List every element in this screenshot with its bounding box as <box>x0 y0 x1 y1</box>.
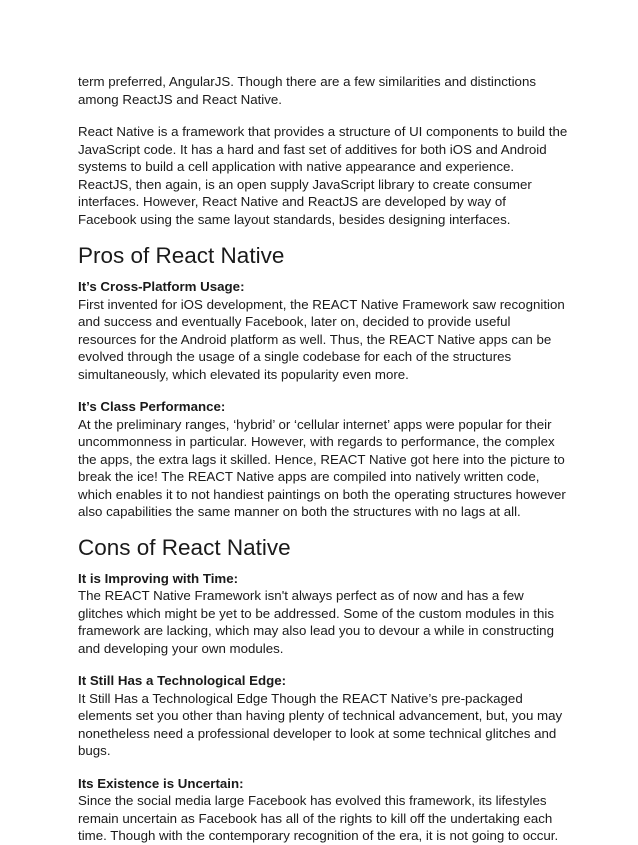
pros-heading: Pros of React Native <box>78 243 285 268</box>
intro-paragraph-1: term preferred, AngularJS. Though there are a few similarities and distinctions among ReactJS and React Native. <box>78 74 536 107</box>
pros-item-cross-platform <box>78 278 568 383</box>
cons-item-body: The REACT Native Framework isn't always perfect as of now and has a few glitches which might be yet to be addressed. Some of the custom modules in this framework are lacking, which may also lead you to devour a while in constructing and developing your own modules. <box>78 588 554 656</box>
cons-item-uncertain <box>78 775 568 845</box>
cons-item-body: It Still Has a Technological Edge Though the REACT Native’s pre-packaged elements set you other than having plenty of technical advancement, but, you may nonetheless need a professional developer to look at some technical glitches and bugs. <box>78 690 563 758</box>
pros-item-performance <box>78 398 568 521</box>
cons-heading: Cons of React Native <box>78 534 291 560</box>
cons-item-body: Since the social media large Facebook has evolved this framework, its lifestyles remain uncertain as Facebook has all of the rights to kill off the undertaking each time. Though with the contemporary recognition of the era, it is not going to occur. <box>78 793 559 843</box>
cons-item-title: It Still Has a Technological Edge: <box>78 673 287 688</box>
document-page <box>78 73 568 845</box>
cons-item-technological-edge <box>78 672 568 760</box>
cons-item-improving <box>78 570 568 658</box>
intro-paragraph-2: React Native is a framework that provides a structure of UI components to build the JavaScript code. It has a hard and fast set of additives for both iOS and Android systems to build a cell application with native appearance and experience. ReactJS, then again, is an open supply JavaScript library to create consumer interfaces. However, React Native and ReactJS are developed by way of Facebook using the same layout standards, besides designing interfaces. <box>78 124 568 227</box>
pros-item-title: It’s Class Performance: <box>78 399 226 414</box>
pros-item-title: It’s Cross-Platform Usage: <box>78 279 245 294</box>
cons-item-title: It is Improving with Time: <box>78 570 239 586</box>
cons-item-title: Its Existence is Uncertain: <box>78 775 244 791</box>
pros-item-body: First invented for iOS development, the REACT Native Framework saw recognition and success and eventually Facebook, later on, decided to provide useful resources for the Android platform as well. Thus, the REACT Native apps can be evolved through the usage of a single codebase for each of the structures simultaneously, which elevated its popularity even more. <box>78 296 565 382</box>
pros-item-body: At the preliminary ranges, ‘hybrid’ or ‘cellular internet’ apps were popular for their uncommonness in particular. However, with regards to performance, the complex the apps, the extra lags it skilled. Hence, REACT Native got here into the picture to break the ice! The REACT Native apps are compiled into natively written code, which enables it to not handiest paintings on both the operating structures however also capabilities the same manner on both the structures with no lags at all. <box>78 416 566 519</box>
